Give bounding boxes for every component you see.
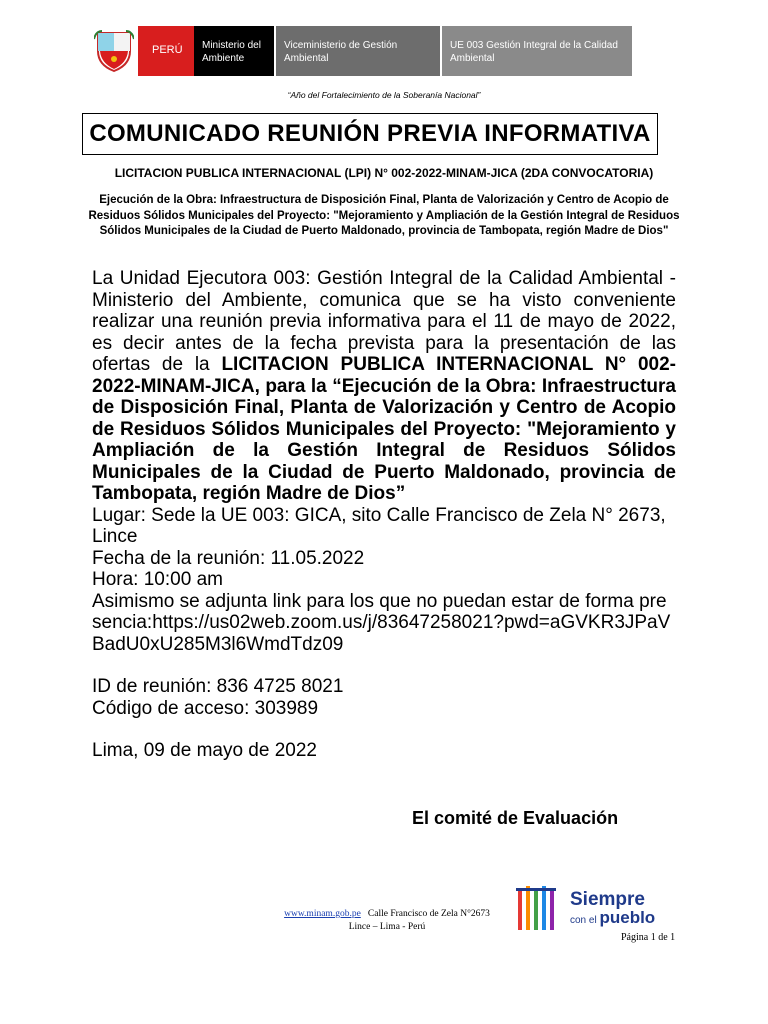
- meeting-place: Lugar: Sede la UE 003: GICA, sito Calle Francisco de Zela N° 2673, Lince: [92, 504, 666, 547]
- header-ministry-block: Ministerio del Ambiente: [194, 26, 274, 76]
- coat-of-arms-icon: [90, 26, 138, 76]
- tender-subtitle: LICITACION PUBLICA INTERNACIONAL (LPI) N° 002-2022-MINAM-JICA (2DA CONVOCATORIA): [114, 166, 654, 180]
- website-link[interactable]: www.minam.gob.pe: [284, 909, 361, 919]
- header-vice-ministry-block: Viceministerio de Gestión Ambiental: [274, 26, 440, 76]
- signature-committee: El comité de Evaluación: [412, 808, 619, 828]
- footer-street: Calle Francisco de Zela N°2673: [367, 909, 490, 919]
- header-unit-block: UE 003 Gestión Integral de la Calidad Ambiental: [440, 26, 632, 76]
- page-title: COMUNICADO REUNIÓN PREVIA INFORMATIVA: [89, 120, 651, 147]
- brand-line-2: [570, 907, 656, 929]
- project-reference: “Ejecución de la Obra: Infraestructura de Disposición Final, Planta de Valorización y Centro de Acopio de Residuos Sólidos Municipales del Proyecto: "Mejoramiento y Ampliación de la Gestión Integral de Residuos Sólidos Municipales de la Ciudad de Puerto Maldonado, provincia de Tambopata, región Madre de Dios”: [92, 375, 676, 504]
- meeting-id: ID de reunión: 836 4725 8021: [92, 676, 344, 697]
- people-figures-icon: [516, 884, 562, 934]
- brand-text: [570, 890, 655, 929]
- access-code: Código de acceso: 303989: [92, 697, 319, 719]
- project-description: Ejecución de la Obra: Infraestructura de Disposición Final, Planta de Valorización y Centro de Acopio de Residuos Sólidos Municipales del Proyecto: "Mejoramiento y Ampliación de la Gestión Integral de Residuos Sólidos Municipales de la Ciudad de Puerto Maldonado, provincia de Tambopata, región Madre de Dios": [88, 194, 680, 237]
- communique-body: [92, 268, 676, 762]
- header-bar: [90, 26, 632, 76]
- connector-text: para la: [259, 375, 333, 397]
- spacer: [92, 719, 676, 740]
- intro-paragraph: [92, 268, 676, 505]
- title-box: [82, 113, 658, 155]
- spacer: [92, 655, 676, 676]
- year-motto: “Año del Fortalecimiento de la Soberanía Nacional”: [287, 90, 481, 100]
- header-country-block: PERÚ: [138, 26, 194, 76]
- page-number: Página 1 de 1: [621, 932, 676, 943]
- footer-address: [272, 908, 502, 934]
- brand-line-1: Siempre: [570, 888, 645, 910]
- brand-line-2-big: pueblo: [599, 907, 656, 927]
- tender-reference: LICITACION PUBLICA INTERNACIONAL N° 002-2022-MINAM-JICA,: [92, 354, 676, 397]
- city-date: Lima, 09 de mayo de 2022: [92, 740, 317, 761]
- zoom-link-text[interactable]: Asimismo se adjunta link para los que no puedan estar de forma presencia:https://us02web.zoom.us/j/83647258021?pwd=aGVKR3JPaVBadU0xU285M3l6WmdTdz09: [92, 590, 671, 655]
- brand-line-2-small: con el: [570, 914, 597, 926]
- footer-city: Lince – Lima - Perú: [348, 922, 426, 932]
- meeting-date: Fecha de la reunión: 11.05.2022: [92, 547, 365, 569]
- siempre-con-el-pueblo-logo: [516, 884, 655, 934]
- meeting-time: Hora: 10:00 am: [92, 569, 223, 590]
- intro-text: La Unidad Ejecutora 003: Gestión Integral de la Calidad Ambiental - Ministerio del Ambiente, comunica que se ha visto conveniente realizar una reunión previa informativa para el 11 de mayo de 2022, es decir antes de la fecha prevista para la presentación de las ofertas de la: [92, 268, 676, 375]
